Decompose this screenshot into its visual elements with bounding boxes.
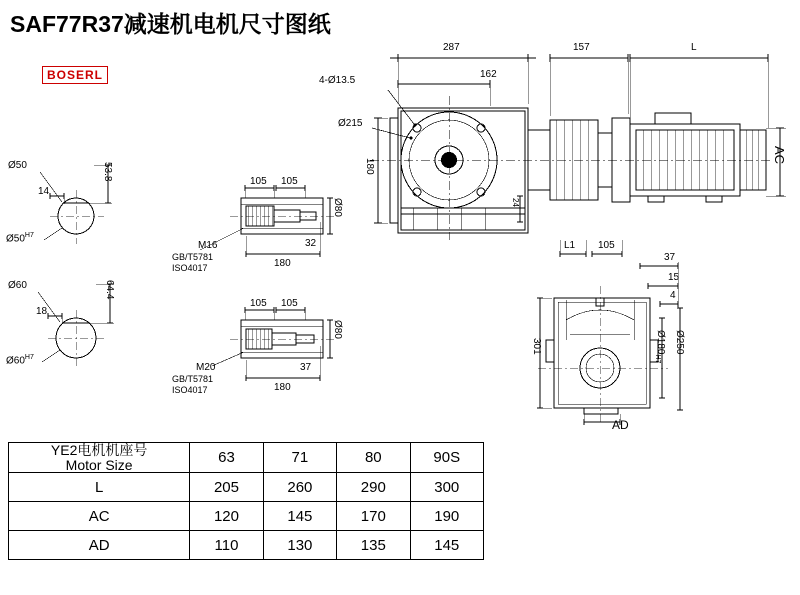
dim-180-left: 180 <box>364 158 375 175</box>
row-label-AD: AD <box>9 531 190 560</box>
cell-AD-1: 130 <box>263 531 336 560</box>
dim-180-b: 180 <box>274 382 291 393</box>
table-header-label <box>9 443 190 473</box>
page-title: SAF77R37减速机电机尺寸图纸 <box>10 11 331 37</box>
dim-301: 301 <box>531 338 542 355</box>
row-label-L: L <box>9 473 190 502</box>
dim-L: L <box>691 42 697 53</box>
dim-157: 157 <box>573 42 590 53</box>
label-iso-a: ISO4017 <box>172 263 208 273</box>
dim-162: 162 <box>480 69 497 80</box>
dim-shaft-60: Ø60 <box>8 280 27 291</box>
cell-AC-2: 170 <box>337 502 410 531</box>
dim-4: 4 <box>670 290 676 301</box>
dim-80-b: Ø80 <box>332 320 343 339</box>
note-bolt-holes: 4-Ø13.5 <box>319 75 356 86</box>
dim-shaft-60-h7: $Ø60^{H7}$ <box>6 354 34 367</box>
label-gb-b: GB/T5781 <box>172 374 214 384</box>
dim-bore-215: Ø215 <box>338 118 363 129</box>
cell-AC-0: 120 <box>190 502 263 531</box>
dim-80-a: Ø80 <box>332 198 343 217</box>
dim-105-d: 105 <box>281 298 298 309</box>
cell-AC-3: 190 <box>410 502 483 531</box>
cell-L-1: 260 <box>263 473 336 502</box>
dim-64-4: 64.4 <box>104 280 115 300</box>
table-row <box>9 502 484 531</box>
table-header-size-2: 80 <box>337 443 410 473</box>
dim-287: 287 <box>443 42 460 53</box>
dim-32: 32 <box>305 238 317 249</box>
dim-shaft-50: Ø50 <box>8 160 27 171</box>
dim-15: 15 <box>668 272 680 283</box>
cell-AD-0: 110 <box>190 531 263 560</box>
dim-105-a: 105 <box>250 176 267 187</box>
cell-L-2: 290 <box>337 473 410 502</box>
table-row <box>9 531 484 560</box>
label-iso-b: ISO4017 <box>172 385 208 395</box>
dim-L1: L1 <box>564 240 576 251</box>
dim-105-right: 105 <box>598 240 615 251</box>
brand-logo: BOSERL <box>42 66 108 84</box>
dim-53-8: 53.8 <box>102 162 113 182</box>
row-label-AC: AC <box>9 502 190 531</box>
dim-37-right: 37 <box>664 252 676 263</box>
label-gb-a: GB/T5781 <box>172 252 214 262</box>
table-row <box>9 473 484 502</box>
header-line-1: YE2电机机座号 <box>50 442 148 458</box>
dim-AC: AC <box>772 146 787 165</box>
dim-key-14: 14 <box>38 186 50 197</box>
dim-105-b: 105 <box>281 176 298 187</box>
label-m20: M20 <box>196 362 216 373</box>
cell-AD-2: 135 <box>337 531 410 560</box>
dim-key-18: 18 <box>36 306 48 317</box>
cell-AD-3: 145 <box>410 531 483 560</box>
cell-L-3: 300 <box>410 473 483 502</box>
cell-AC-1: 145 <box>263 502 336 531</box>
dim-250: Ø250 <box>674 330 685 355</box>
motor-size-table <box>8 442 484 560</box>
dim-180-a: 180 <box>274 258 291 269</box>
table-header-size-3: 90S <box>410 443 483 473</box>
table-header-row <box>9 443 484 473</box>
dim-24: 24 <box>511 198 520 207</box>
table-header-size-1: 71 <box>263 443 336 473</box>
table-header-size-0: 63 <box>190 443 263 473</box>
header-line-2: Motor Size <box>65 456 133 473</box>
dim-105-c: 105 <box>250 298 267 309</box>
dim-37-mid: 37 <box>300 362 312 373</box>
dim-shaft-50-h7: $Ø50^{H7}$ <box>6 232 34 245</box>
cell-L-0: 205 <box>190 473 263 502</box>
dim-180-bore: $Ø180_{H7}$ <box>654 330 666 364</box>
dim-AD: AD <box>612 418 629 432</box>
label-m16: M16 <box>198 240 218 251</box>
